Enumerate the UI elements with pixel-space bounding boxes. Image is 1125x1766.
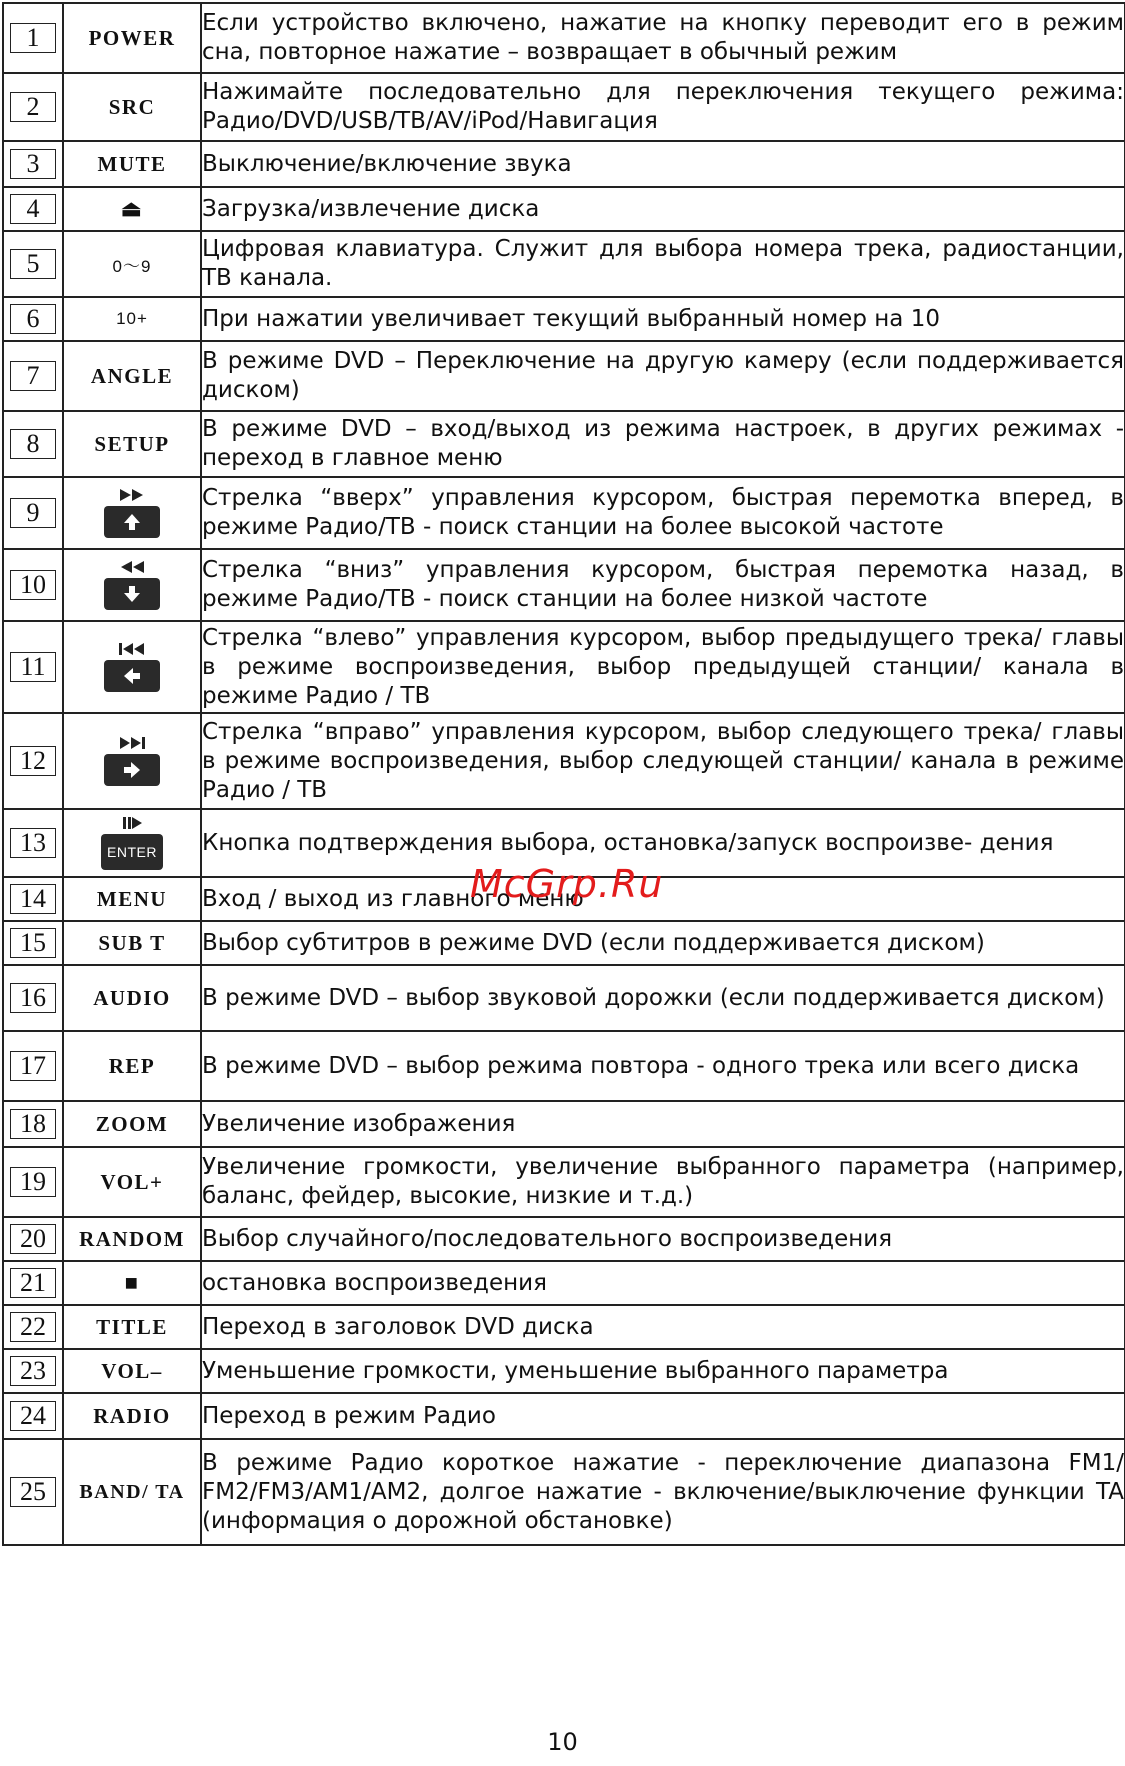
row-number: 24	[10, 1401, 56, 1431]
row-number: 18	[10, 1109, 56, 1139]
key-power: POWER	[88, 25, 176, 50]
next-track-icon	[117, 736, 147, 750]
key-description: Вход / выход из главного меню	[201, 877, 1125, 921]
row-number: 13	[10, 828, 56, 858]
key-description: Выбор случайного/последовательного воспроизведения	[201, 1217, 1125, 1261]
row-number: 25	[10, 1477, 56, 1507]
table-row	[3, 1439, 1125, 1545]
previous-track-icon	[117, 642, 147, 656]
table-row	[3, 621, 1125, 713]
row-number: 23	[10, 1356, 56, 1386]
key-description: В режиме DVD – Переключение на другую камеру (если поддерживается диском)	[201, 341, 1125, 411]
arrow-up-icon	[104, 506, 160, 538]
row-number: 11	[10, 652, 56, 682]
row-number: 1	[10, 23, 56, 53]
key-mute: MUTE	[97, 151, 167, 176]
key-digits: 0～9	[112, 256, 152, 276]
page-number: 10	[547, 1728, 578, 1756]
row-number: 20	[10, 1224, 56, 1254]
key-description: Выбор субтитров в режиме DVD (если поддерживается диском)	[201, 921, 1125, 965]
key-audio: AUDIO	[93, 985, 171, 1010]
key-description: Загрузка/извлечение диска	[201, 187, 1125, 231]
key-up-ff	[104, 488, 160, 538]
key-left-prev	[104, 642, 160, 692]
row-number: 7	[10, 361, 56, 391]
row-number: 10	[10, 570, 56, 600]
table-row	[3, 411, 1125, 477]
key-setup: SETUP	[94, 431, 170, 456]
key-vol-plus: VOL+	[100, 1169, 164, 1194]
key-description: Увеличение изображения	[201, 1101, 1125, 1147]
key-description: Выключение/включение звука	[201, 141, 1125, 187]
table-row	[3, 1393, 1125, 1439]
row-number: 14	[10, 884, 56, 914]
table-row	[3, 341, 1125, 411]
key-description: В режиме Радио короткое нажатие - переключение диапазона FM1/ FM2/FM3/AM1/AM2, долгое нажатие - включение/выключение функции TA (информация о дорожной обстановке)	[201, 1439, 1125, 1545]
table-row	[3, 73, 1125, 141]
row-number: 2	[10, 92, 56, 122]
table-row	[3, 921, 1125, 965]
key-down-rew	[104, 560, 160, 610]
key-description: При нажатии увеличивает текущий выбранный номер на 10	[201, 297, 1125, 341]
key-description: Цифровая клавиатура. Служит для выбора номера трека, радиостанции, ТВ канала.	[201, 231, 1125, 297]
key-description: Кнопка подтверждения выбора, остановка/запуск воспроизве- дения	[201, 809, 1125, 877]
row-number: 16	[10, 983, 56, 1013]
key-rep: REP	[108, 1053, 156, 1078]
key-vol-minus: VOL–	[101, 1358, 163, 1383]
table-row	[3, 1261, 1125, 1305]
key-band-ta: BAND/ TA	[79, 1480, 185, 1503]
table-row	[3, 141, 1125, 187]
table-row	[3, 187, 1125, 231]
row-number: 19	[10, 1167, 56, 1197]
row-number: 21	[10, 1268, 56, 1298]
rewind-icon	[118, 560, 146, 574]
table-row	[3, 549, 1125, 621]
arrow-down-icon	[104, 578, 160, 610]
key-description: Увеличение громкости, увеличение выбранного параметра (например, баланс, фейдер, высокие, низкие и т.д.)	[201, 1147, 1125, 1217]
key-description: Переход в заголовок DVD диска	[201, 1305, 1125, 1349]
key-description: В режиме DVD – вход/выход из режима настроек, в других режимах - переход в главное меню	[201, 411, 1125, 477]
table-row	[3, 1101, 1125, 1147]
table-row	[3, 231, 1125, 297]
row-number: 12	[10, 746, 56, 776]
key-angle: ANGLE	[90, 363, 174, 388]
watermark: McGrp.Ru	[470, 862, 664, 906]
row-number: 15	[10, 928, 56, 958]
key-description: Если устройство включено, нажатие на кнопку переводит его в режим сна, повторное нажатие – возвращает в обычный режим	[201, 3, 1125, 73]
table-row	[3, 1217, 1125, 1261]
key-description: Стрелка “влево” управления курсором, выбор предыдущего трека/ главы в режиме воспроизведения, выбор предыдущей станции/ канала в режиме Радио / ТВ	[201, 621, 1125, 713]
key-10-plus: 10+	[116, 309, 148, 328]
row-number: 9	[10, 498, 56, 528]
play-pause-icon	[120, 816, 144, 830]
table-row	[3, 1147, 1125, 1217]
row-number: 17	[10, 1051, 56, 1081]
table-row	[3, 477, 1125, 549]
table-row	[3, 297, 1125, 341]
table-row	[3, 713, 1125, 809]
enter-button-label: ENTER	[101, 834, 163, 870]
key-description: Уменьшение громкости, уменьшение выбранного параметра	[201, 1349, 1125, 1393]
key-radio: RADIO	[93, 1403, 171, 1428]
row-number: 4	[10, 194, 56, 224]
fast-forward-icon	[118, 488, 146, 502]
key-description: Нажимайте последовательно для переключения текущего режима: Радио/DVD/USB/ТВ/AV/iPod/Навигация	[201, 73, 1125, 141]
key-title: TITLE	[96, 1314, 168, 1339]
key-src: SRC	[108, 94, 156, 119]
remote-keys-table	[2, 2, 1125, 1546]
row-number: 5	[10, 249, 56, 279]
row-number: 22	[10, 1312, 56, 1342]
key-random: RANDOM	[79, 1226, 185, 1251]
key-description: Переход в режим Радио	[201, 1393, 1125, 1439]
key-enter	[101, 816, 163, 870]
key-zoom: ZOOM	[95, 1111, 169, 1136]
table-row	[3, 1305, 1125, 1349]
table-row	[3, 965, 1125, 1031]
stop-icon: ■	[124, 1270, 140, 1295]
table-row	[3, 1349, 1125, 1393]
key-right-next	[104, 736, 160, 786]
eject-icon: ⏏	[120, 196, 144, 221]
key-description: В режиме DVD – выбор режима повтора - одного трека или всего диска	[201, 1031, 1125, 1101]
key-description: Стрелка “вниз” управления курсором, быстрая перемотка назад, в режиме Радио/ТВ - поиск станции на более низкой частоте	[201, 549, 1125, 621]
key-sub-t: SUB T	[98, 930, 166, 955]
key-description: Стрелка “вверх” управления курсором, быстрая перемотка вперед, в режиме Радио/ТВ - поиск станции на более высокой частоте	[201, 477, 1125, 549]
table-row	[3, 1031, 1125, 1101]
table-row	[3, 3, 1125, 73]
key-description: остановка воспроизведения	[201, 1261, 1125, 1305]
key-description: Стрелка “вправо” управления курсором, выбор следующего трека/ главы в режиме воспроизведения, выбор следующей станции/ канала в режиме Радио / ТВ	[201, 713, 1125, 809]
key-menu: MENU	[96, 886, 168, 911]
row-number: 3	[10, 149, 56, 179]
row-number: 8	[10, 429, 56, 459]
arrow-left-icon	[104, 660, 160, 692]
arrow-right-icon	[104, 754, 160, 786]
row-number: 6	[10, 304, 56, 334]
key-description: В режиме DVD – выбор звуковой дорожки (если поддерживается диском)	[201, 965, 1125, 1031]
